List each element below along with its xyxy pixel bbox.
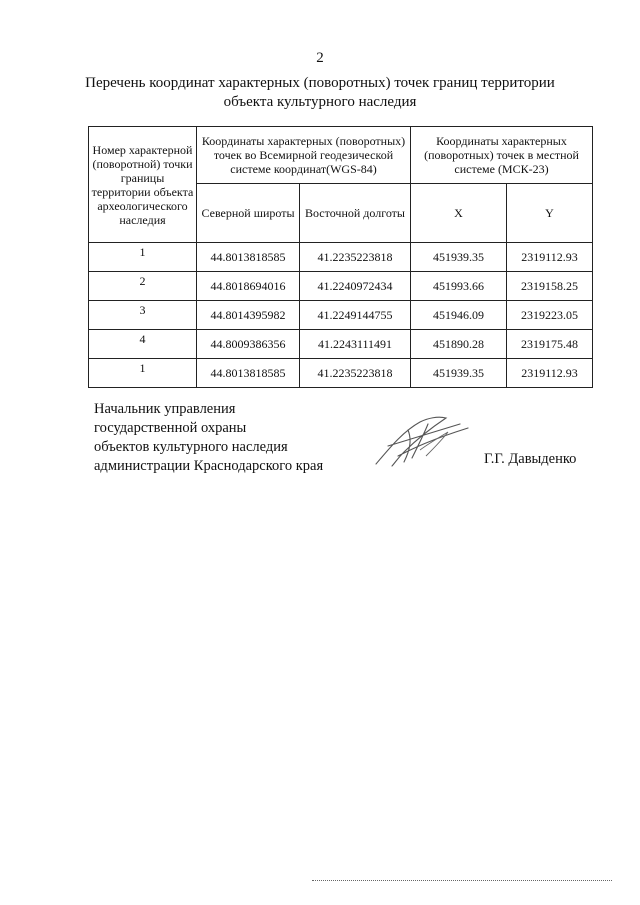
cell-y: 2319223.05	[507, 301, 593, 330]
title-line-1: Перечень координат характерных (поворотных) точек границ территории	[85, 75, 555, 91]
cell-longitude: 41.2235223818	[300, 243, 411, 272]
cell-point-number: 4	[89, 330, 197, 359]
header-east-longitude: Восточной долготы	[300, 184, 411, 243]
header-north-latitude: Северной широты	[197, 184, 300, 243]
position-line-1: Начальник управления	[94, 401, 236, 417]
header-point-number: Номер характерной (поворотной) точки границы территории объекта археологического наследия	[89, 127, 197, 243]
cell-x: 451939.35	[411, 359, 507, 388]
cell-point-number: 1	[89, 359, 197, 388]
cell-point-number: 1	[89, 243, 197, 272]
coordinates-table	[88, 126, 593, 388]
cell-point-number: 2	[89, 272, 197, 301]
position-line-3: объектов культурного наследия	[94, 439, 288, 455]
page-number: 2	[316, 50, 324, 66]
position-line-2: государственной охраны	[94, 420, 247, 436]
header-msk-group: Координаты характерных (поворотных) точек в местной системе (МСК-23)	[411, 127, 593, 184]
cell-latitude: 44.8013818585	[197, 243, 300, 272]
table-row	[89, 330, 593, 359]
header-wgs-group: Координаты характерных (поворотных) точек во Всемирной геодезической системе координат(WGS-84)	[197, 127, 411, 184]
cell-longitude: 41.2240972434	[300, 272, 411, 301]
cell-longitude: 41.2249144755	[300, 301, 411, 330]
handwritten-signature	[368, 410, 478, 470]
cell-point-number: 3	[89, 301, 197, 330]
cell-longitude: 41.2235223818	[300, 359, 411, 388]
header-y: Y	[507, 184, 593, 243]
header-x: X	[411, 184, 507, 243]
table-header-row	[89, 127, 593, 184]
footer-divider	[312, 880, 612, 881]
cell-y: 2319112.93	[507, 243, 593, 272]
position-line-4: администрации Краснодарского края	[94, 458, 324, 474]
cell-latitude: 44.8013818585	[197, 359, 300, 388]
signer-name: Г.Г. Давыденко	[484, 451, 577, 467]
cell-latitude: 44.8014395982	[197, 301, 300, 330]
table-row	[89, 243, 593, 272]
cell-y: 2319158.25	[507, 272, 593, 301]
cell-y: 2319112.93	[507, 359, 593, 388]
title-line-2: объекта культурного наследия	[223, 94, 417, 110]
cell-longitude: 41.2243111491	[300, 330, 411, 359]
cell-latitude: 44.8009386356	[197, 330, 300, 359]
cell-x: 451946.09	[411, 301, 507, 330]
cell-x: 451939.35	[411, 243, 507, 272]
cell-x: 451890.28	[411, 330, 507, 359]
document-title	[60, 74, 580, 112]
table-row	[89, 359, 593, 388]
table-row	[89, 301, 593, 330]
cell-latitude: 44.8018694016	[197, 272, 300, 301]
signatory-position	[94, 400, 323, 476]
table-row	[89, 272, 593, 301]
cell-x: 451993.66	[411, 272, 507, 301]
cell-y: 2319175.48	[507, 330, 593, 359]
